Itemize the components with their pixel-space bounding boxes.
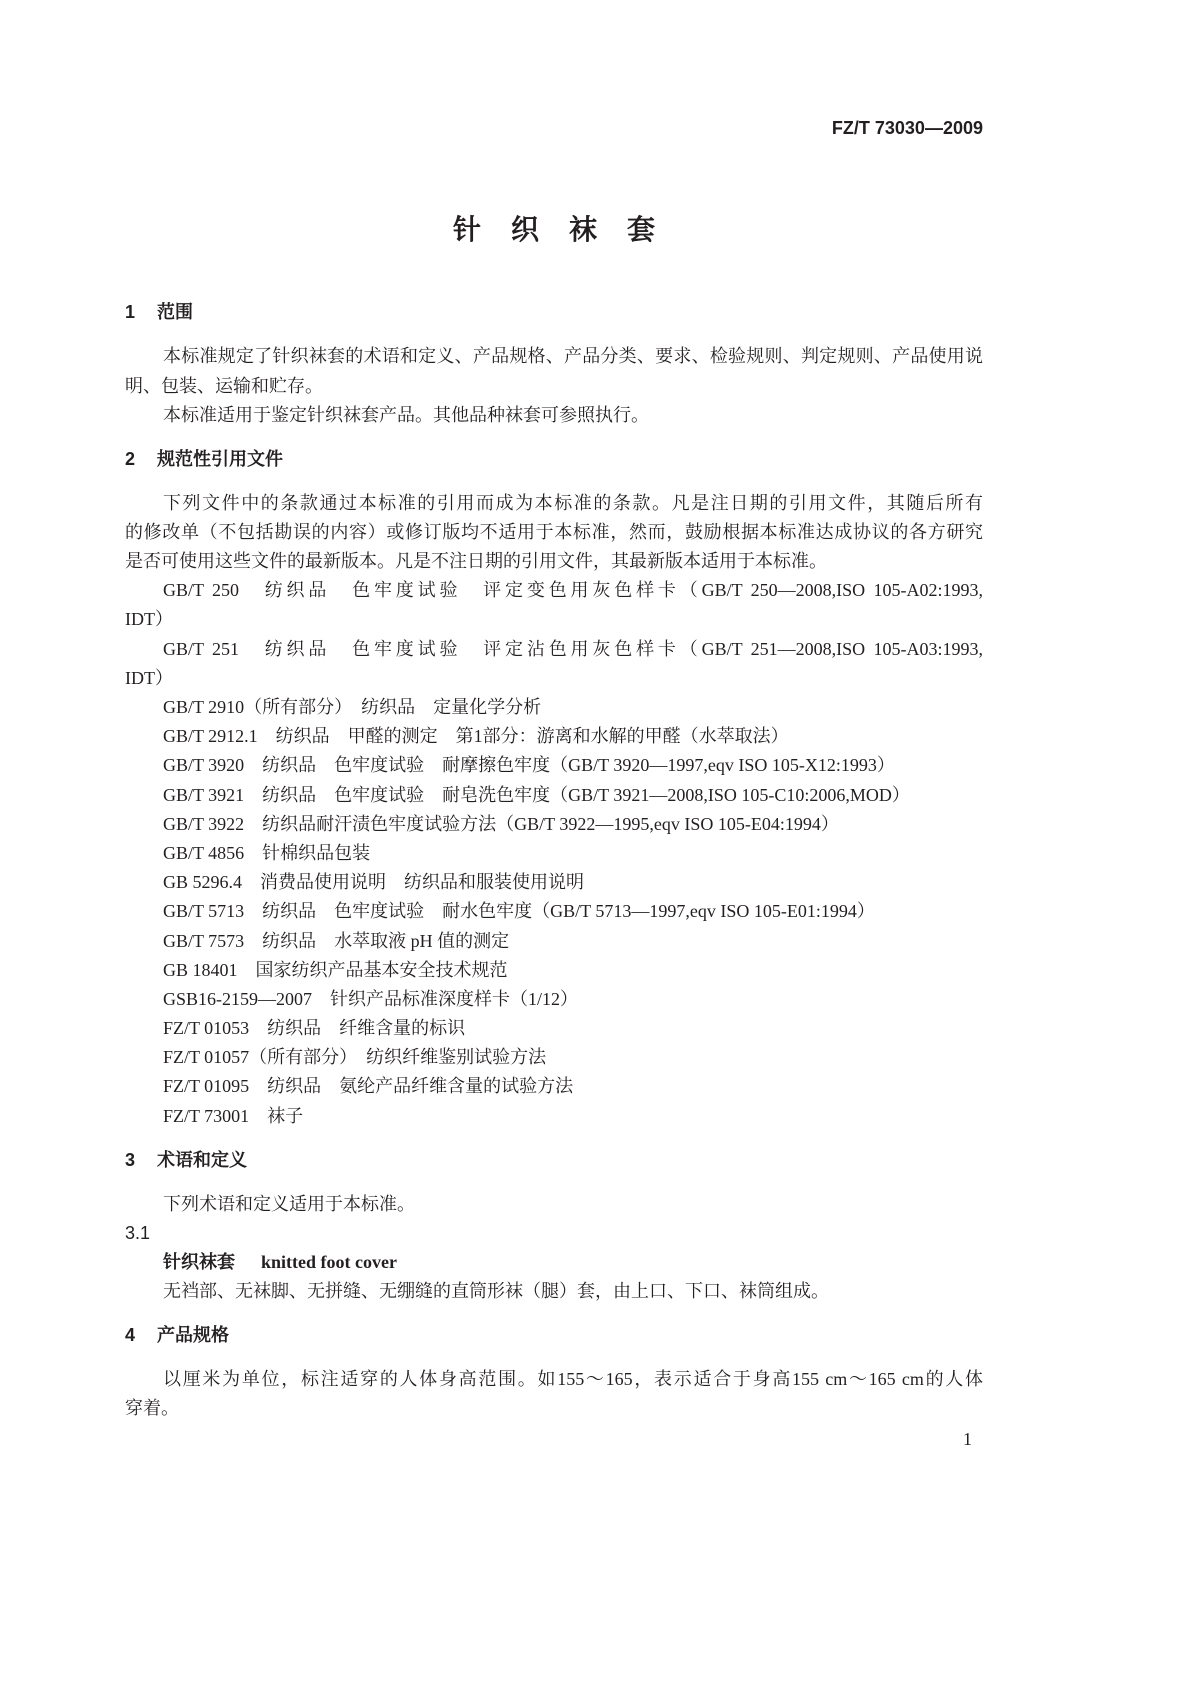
paragraph-line: 穿着。 [125, 1398, 179, 1419]
document-body [125, 298, 983, 1423]
reference-line: GB/T 250 纺织品 色牢度试验 评定变色用灰色样卡（GB/T 250—2008,ISO 105-A02:1993, [163, 580, 983, 601]
paragraph-line: 下列文件中的条款通过本标准的引用而成为本标准的条款。凡是注日期的引用文件，其随后所有 [163, 492, 983, 513]
section-title: 产品规格 [157, 1325, 230, 1346]
reference-item: FZ/T 73001 袜子 [163, 1105, 304, 1126]
reference-item: GB/T 2910（所有部分） 纺织品 定量化学分析 [163, 697, 542, 718]
reference-item [125, 576, 983, 634]
reference-item: GB/T 3922 纺织品耐汗渍色牢度试验方法（GB/T 3922—1995,eqv ISO 105-E04:1994） [163, 813, 839, 834]
section-number: 2 [125, 448, 136, 469]
paragraph-line: 以厘米为单位，标注适穿的人体身高范围。如155～165，表示适合于身高155 cm～165 cm的人体 [163, 1369, 983, 1390]
term-chinese: 针织袜套 [163, 1252, 235, 1272]
section-number: 1 [125, 302, 136, 323]
reference-item: GB/T 7573 纺织品 水萃取液 pH 值的测定 [163, 930, 510, 951]
reference-item: GB/T 3920 纺织品 色牢度试验 耐摩擦色牢度（GB/T 3920—1997,eqv ISO 105-X12:1993） [163, 755, 895, 776]
paragraph-line: 是否可使用这些文件的最新版本。凡是不注日期的引用文件，其最新版本适用于本标准。 [125, 551, 827, 572]
paragraph-line: 本标准规定了针织袜套的术语和定义、产品规格、产品分类、要求、检验规则、判定规则、产品使用说 [163, 346, 983, 367]
section-number: 3 [125, 1149, 136, 1170]
section-heading-product-specification [125, 1321, 983, 1350]
section-title: 规范性引用文件 [157, 448, 284, 469]
reference-item [125, 635, 983, 693]
reference-list [125, 576, 983, 1131]
standard-code-header: FZ/T 73030—2009 [831, 118, 983, 138]
term-entry [125, 1248, 983, 1277]
reference-item: FZ/T 01057（所有部分） 纺织纤维鉴别试验方法 [163, 1047, 547, 1068]
reference-item: GB/T 5713 纺织品 色牢度试验 耐水色牢度（GB/T 5713—1997,eqv ISO 105-E01:1994） [163, 901, 875, 922]
paragraph-line: 明、包装、运输和贮存。 [125, 375, 323, 396]
clause-number: 3.1 [125, 1222, 151, 1243]
reference-item: GSB16-2159—2007 针织产品标准深度样卡（1/12） [163, 988, 579, 1009]
section-title: 术语和定义 [157, 1149, 248, 1170]
reference-line: IDT） [125, 609, 173, 630]
term-english: knitted foot cover [261, 1252, 397, 1272]
reference-line: GB/T 251 纺织品 色牢度试验 评定沾色用灰色样卡（GB/T 251—2008,ISO 105-A03:1993, [163, 638, 983, 659]
term-definition: 无裆部、无袜脚、无拼缝、无绷缝的直筒形袜（腿）套，由上口、下口、袜筒组成。 [163, 1281, 829, 1302]
paragraph-line: 下列术语和定义适用于本标准。 [163, 1193, 415, 1214]
reference-line: IDT） [125, 667, 173, 688]
reference-item: FZ/T 01053 纺织品 纤维含量的标识 [163, 1018, 466, 1039]
section-heading-scope [125, 298, 983, 327]
section-heading-normative-references [125, 445, 983, 474]
reference-item: GB 18401 国家纺织产品基本安全技术规范 [163, 959, 508, 980]
reference-item: GB 5296.4 消费品使用说明 纺织品和服装使用说明 [163, 872, 585, 893]
section-heading-terms-and-definitions [125, 1146, 983, 1175]
section-number: 4 [125, 1325, 136, 1346]
reference-item: GB/T 4856 针棉织品包装 [163, 842, 371, 863]
reference-item: GB/T 3921 纺织品 色牢度试验 耐皂洗色牢度（GB/T 3921—2008,ISO 105-C10:2006,MOD） [163, 784, 910, 805]
section-title: 范围 [157, 302, 194, 323]
document-title: 针织袜套 [452, 214, 685, 245]
reference-item: FZ/T 01095 纺织品 氨纶产品纤维含量的试验方法 [163, 1076, 574, 1097]
reference-item: GB/T 2912.1 纺织品 甲醛的测定 第1部分：游离和水解的甲醛（水萃取法） [163, 726, 789, 747]
paragraph-line: 本标准适用于鉴定针织袜套产品。其他品种袜套可参照执行。 [163, 404, 649, 425]
paragraph-line: 的修改单（不包括勘误的内容）或修订版均不适用于本标准，然而，鼓励根据本标准达成协议的各方研究 [125, 521, 983, 542]
page-number: 1 [963, 1429, 972, 1449]
